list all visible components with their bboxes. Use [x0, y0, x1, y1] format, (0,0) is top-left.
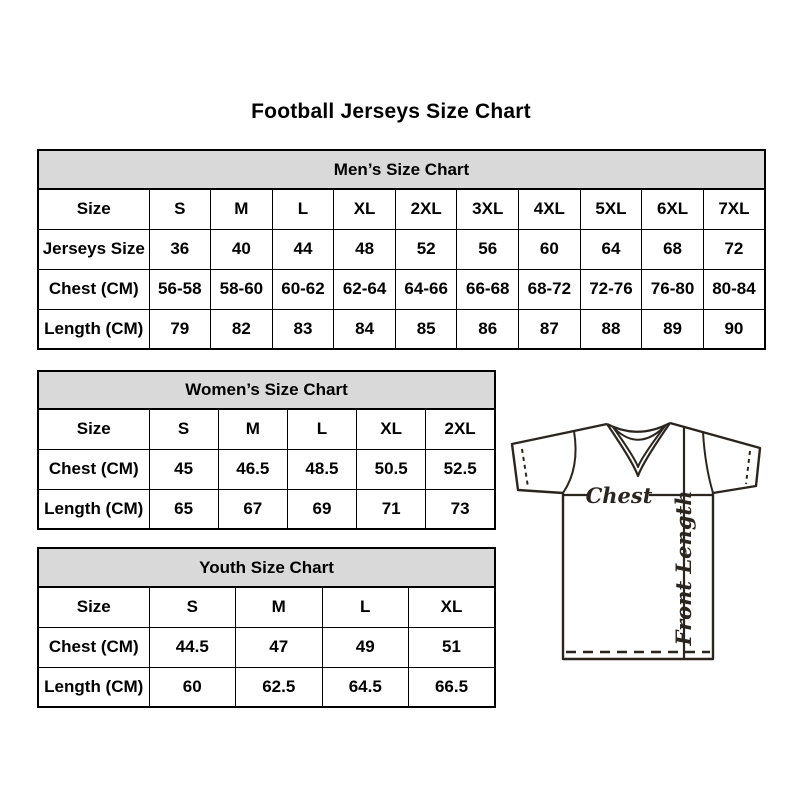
row-label-cell: Jerseys Size: [38, 229, 149, 269]
table-cell: 56: [457, 229, 519, 269]
table-cell: 88: [580, 309, 642, 349]
table-cell: 71: [357, 489, 426, 529]
table-cell: 66-68: [457, 269, 519, 309]
table-cell: 49: [322, 627, 409, 667]
table-cell: 52: [395, 229, 457, 269]
page-title: Football Jerseys Size Chart: [251, 100, 531, 123]
table-cell: 86: [457, 309, 519, 349]
table-cell: 72-76: [580, 269, 642, 309]
table-row: [38, 409, 495, 449]
table-cell: S: [149, 587, 236, 627]
table-cell: 48.5: [287, 449, 356, 489]
row-label-cell: Length (CM): [38, 309, 149, 349]
table-cell: XL: [357, 409, 426, 449]
table-cell: 80-84: [703, 269, 765, 309]
table-cell: 6XL: [642, 189, 704, 229]
table-cell: 89: [642, 309, 704, 349]
table-cell: 69: [287, 489, 356, 529]
table-cell: 56-58: [149, 269, 211, 309]
table-cell: 73: [426, 489, 495, 529]
table-cell: 36: [149, 229, 211, 269]
table-row: [38, 269, 765, 309]
table-cell: 2XL: [395, 189, 457, 229]
table-cell: 62-64: [334, 269, 396, 309]
row-label-cell: Length (CM): [38, 489, 149, 529]
table-cell: S: [149, 409, 218, 449]
row-label-cell: Chest (CM): [38, 449, 149, 489]
table-cell: 47: [236, 627, 323, 667]
table-cell: XL: [409, 587, 496, 627]
table-cell: 48: [334, 229, 396, 269]
table-cell: 60-62: [272, 269, 334, 309]
sleeve-dashed-line-right: [746, 451, 750, 484]
chest-measure-label: Chest: [585, 483, 653, 508]
table-row: [38, 587, 495, 627]
table-cell: 46.5: [218, 449, 287, 489]
table-cell: 85: [395, 309, 457, 349]
table-cell: 66.5: [409, 667, 496, 707]
table-row: [38, 627, 495, 667]
sleeve-dashed-line-left: [522, 449, 528, 487]
table-cell: 64.5: [322, 667, 409, 707]
table-section-header: Women’s Size Chart: [38, 371, 495, 409]
table-cell: 40: [211, 229, 273, 269]
table-cell: 62.5: [236, 667, 323, 707]
table-cell: 3XL: [457, 189, 519, 229]
table-cell: 87: [519, 309, 581, 349]
table-cell: 84: [334, 309, 396, 349]
table-row: [38, 449, 495, 489]
table-row: [38, 489, 495, 529]
table-cell: 67: [218, 489, 287, 529]
table-cell: 83: [272, 309, 334, 349]
table-cell: 58-60: [211, 269, 273, 309]
table-cell: 68-72: [519, 269, 581, 309]
table-cell: 64: [580, 229, 642, 269]
table-row: [38, 189, 765, 229]
table-cell: 45: [149, 449, 218, 489]
jersey-measurement-diagram: [500, 400, 766, 666]
table-cell: 64-66: [395, 269, 457, 309]
table-cell: L: [272, 189, 334, 229]
table-row: [38, 309, 765, 349]
womens-size-table: [37, 370, 496, 530]
armhole-seam-right: [703, 432, 713, 493]
table-cell: 60: [519, 229, 581, 269]
table-cell: 7XL: [703, 189, 765, 229]
row-label-cell: Chest (CM): [38, 627, 149, 667]
table-cell: 68: [642, 229, 704, 269]
table-cell: 4XL: [519, 189, 581, 229]
table-cell: 76-80: [642, 269, 704, 309]
table-row: [38, 229, 765, 269]
table-cell: 50.5: [357, 449, 426, 489]
row-label-cell: Size: [38, 587, 149, 627]
table-row: [38, 667, 495, 707]
front-length-measure-label: Front Length: [671, 490, 696, 646]
table-cell: L: [287, 409, 356, 449]
armhole-seam-left: [563, 431, 576, 493]
table-cell: M: [218, 409, 287, 449]
table-cell: 65: [149, 489, 218, 529]
table-cell: 90: [703, 309, 765, 349]
table-cell: 5XL: [580, 189, 642, 229]
table-cell: 51: [409, 627, 496, 667]
table-cell: 2XL: [426, 409, 495, 449]
table-cell: 72: [703, 229, 765, 269]
table-section-header: Youth Size Chart: [38, 548, 495, 587]
table-cell: XL: [334, 189, 396, 229]
mens-size-table: [37, 149, 766, 350]
table-cell: 44: [272, 229, 334, 269]
table-cell: M: [211, 189, 273, 229]
table-cell: 52.5: [426, 449, 495, 489]
row-label-cell: Chest (CM): [38, 269, 149, 309]
table-cell: L: [322, 587, 409, 627]
table-section-header: Men’s Size Chart: [38, 150, 765, 189]
row-label-cell: Length (CM): [38, 667, 149, 707]
jersey-outline: [512, 423, 760, 659]
youth-size-table: [37, 547, 496, 708]
table-cell: 60: [149, 667, 236, 707]
row-label-cell: Size: [38, 189, 149, 229]
table-cell: 79: [149, 309, 211, 349]
row-label-cell: Size: [38, 409, 149, 449]
table-cell: S: [149, 189, 211, 229]
table-cell: 44.5: [149, 627, 236, 667]
table-cell: M: [236, 587, 323, 627]
table-cell: 82: [211, 309, 273, 349]
